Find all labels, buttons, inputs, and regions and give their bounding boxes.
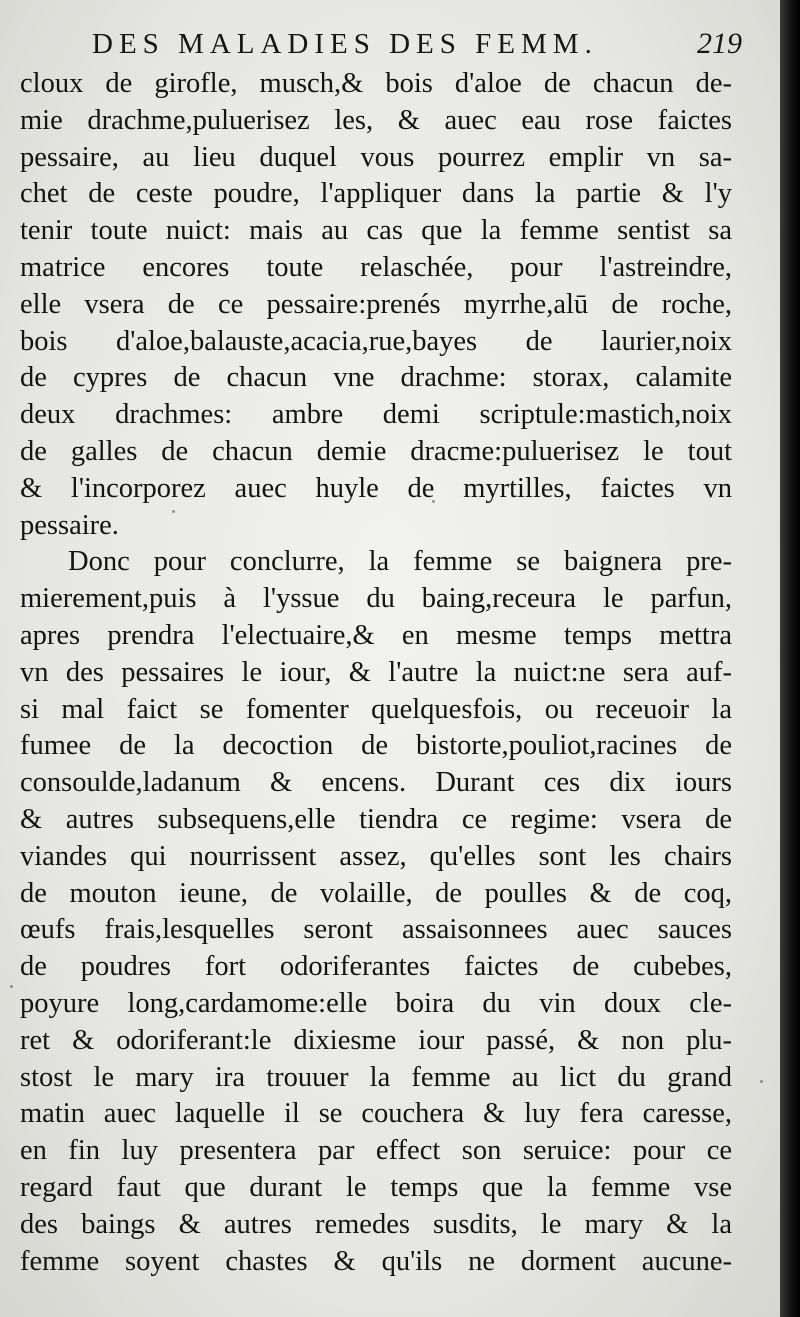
text-line: elle vsera de ce pessaire:prenés myrrhe,alū de roche, [20, 288, 732, 320]
body-text [20, 66, 732, 1280]
text-line: viandes qui nourrissent assez, qu'elles sont les chairs [20, 840, 732, 872]
text-line: apres prendra l'electuaire,& en mesme temps mettra [20, 619, 732, 651]
text-line: fumee de la decoction de bistorte,pouliot,racines de [20, 730, 732, 762]
running-title: DES MALADIES DES FEMM. [92, 28, 598, 60]
text-line: & l'incorporez auec huyle de myrtilles, faictes vn [20, 472, 732, 504]
text-line: deux drachmes: ambre demi scriptule:mastich,noix [20, 399, 732, 431]
text-line: stost le mary ira trouuer la femme au lict du grand [20, 1061, 732, 1093]
text-line: œufs frais,lesquelles seront assaisonnees auec sauces [20, 914, 732, 946]
text-line: vn des pessaires le iour, & l'autre la nuict:ne sera auf- [20, 656, 732, 688]
text-line: tenir toute nuict: mais au cas que la femme sentist sa [20, 215, 732, 247]
text-line: pessaire, au lieu duquel vous pourrez emplir vn sa- [20, 141, 732, 173]
text-line: regard faut que durant le temps que la femme vse [20, 1171, 732, 1203]
text-line: & autres subsequens,elle tiendra ce regime: vsera de [20, 803, 732, 835]
text-line: mierement,puis à l'yssue du baing,receura le parfun, [20, 583, 732, 615]
paragraph-start-line: Donc pour conclurre, la femme se baignera pre- [68, 546, 732, 578]
text-line: mie drachme,puluerisez les, & auec eau rose faictes [20, 104, 732, 136]
text-line: des baings & autres remedes susdits, le mary & la [20, 1208, 732, 1240]
ink-speck [10, 985, 13, 988]
page-header [92, 24, 742, 64]
page-edge-shadow [780, 0, 800, 1317]
text-line: matrice encores toute relaschée, pour l'astreindre, [20, 251, 732, 283]
text-line: pessaire. [20, 509, 119, 541]
text-line: si mal faict se fomenter quelquesfois, ou receuoir la [20, 693, 732, 725]
text-line: de galles de chacun demie dracme:puluerisez le tout [20, 435, 732, 467]
text-line: bois d'aloe,balauste,acacia,rue,bayes de laurier,noix [20, 325, 732, 357]
text-line: matin auec laquelle il se couchera & luy fera caresse, [20, 1098, 732, 1130]
ink-speck [760, 1080, 763, 1083]
page-number: 219 [697, 27, 742, 60]
text-line: poyure long,cardamome:elle boira du vin doux cle- [20, 987, 732, 1019]
text-line: de poudres fort odoriferantes faictes de cubebes, [20, 951, 732, 983]
text-line: cloux de girofle, musch,& bois d'aloe de chacun de- [20, 68, 732, 99]
text-line: femme soyent chastes & qu'ils ne dorment aucune- [20, 1245, 732, 1277]
text-line: ret & odoriferant:le dixiesme iour passé, & non plu- [20, 1024, 732, 1056]
text-line: de mouton ieune, de volaille, de poulles & de coq, [20, 877, 732, 909]
text-line: en fin luy presentera par effect son seruice: pour ce [20, 1135, 732, 1167]
text-line: de cypres de chacun vne drachme: storax, calamite [20, 362, 732, 394]
text-line: chet de ceste poudre, l'appliquer dans la partie & l'y [20, 178, 732, 210]
text-line: consoulde,ladanum & encens. Durant ces dix iours [20, 767, 732, 799]
